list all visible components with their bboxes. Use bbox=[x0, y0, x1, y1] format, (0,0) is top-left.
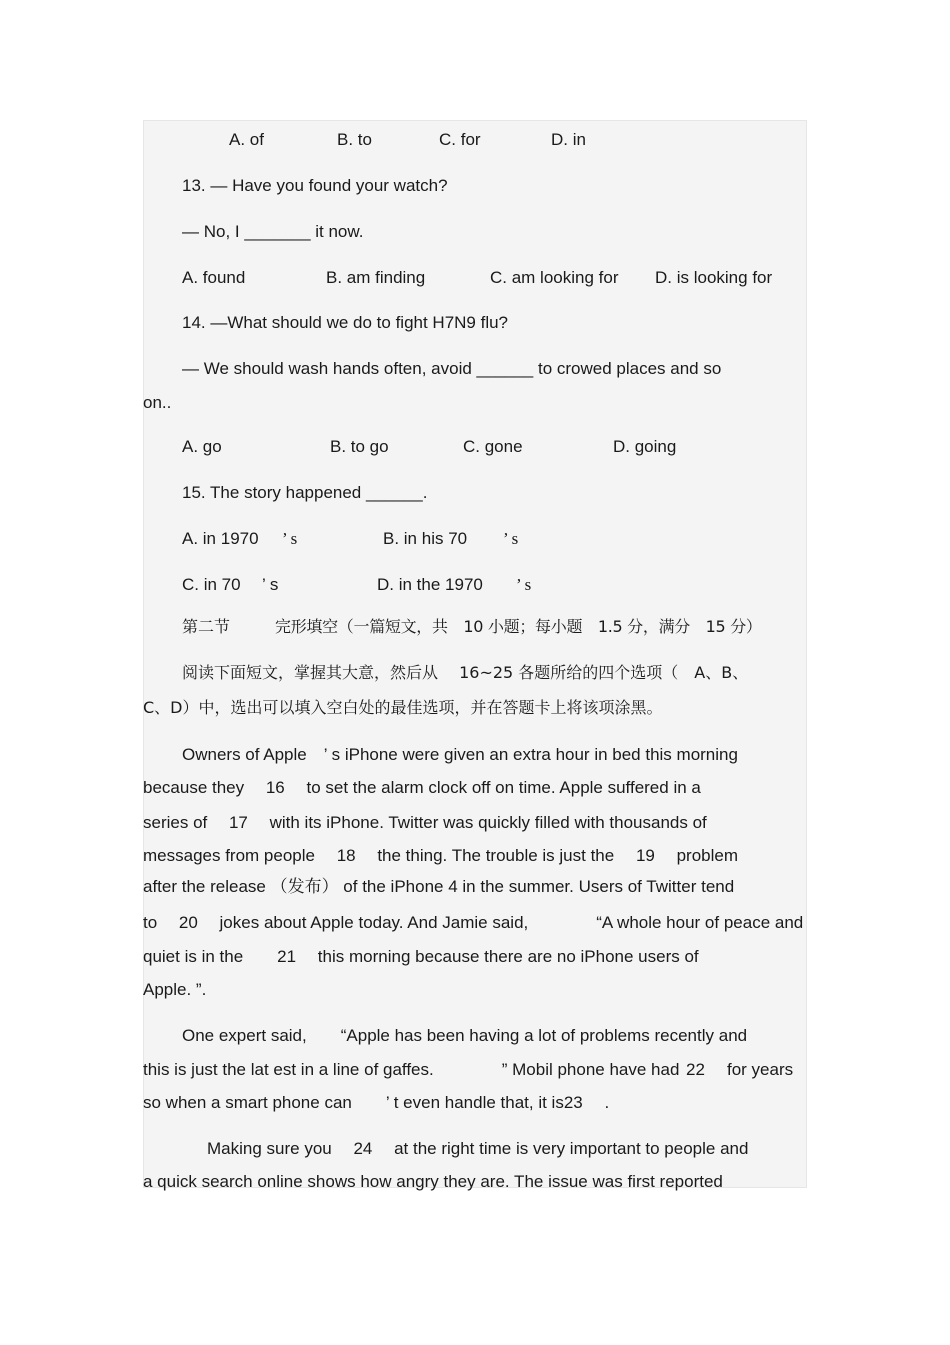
q15-option-d-suffix: ’ s bbox=[516, 575, 532, 594]
passage-p1-line: quiet is in the 21 this morning because there are no iPhone users of bbox=[143, 947, 699, 966]
q14-option-c: C. gone bbox=[463, 437, 523, 456]
passage-p1-line: to 20 jokes about Apple today. And Jamie said, “A whole hour of peace and bbox=[143, 913, 804, 932]
q14-option-a: A. go bbox=[182, 437, 222, 456]
q13-answer-line: — No, I _______ it now. bbox=[182, 222, 364, 241]
q13-question: 13. — Have you found your watch? bbox=[182, 176, 448, 195]
q13-option-c: C. am looking for bbox=[490, 268, 619, 287]
section2-instruction-2: C、D）中，选出可以填入空白处的最佳选项，并在答题卡上将该项涂黑。 bbox=[143, 698, 663, 717]
section2-instruction-1: 阅读下面短文，掌握其大意，然后从 16~25 各题所给的四个选项（ A、B、 bbox=[182, 663, 749, 682]
passage-p1-line: messages from people 18 the thing. The trouble is just the 19 problem bbox=[143, 846, 738, 865]
q15-option-a: A. in 1970 bbox=[182, 529, 259, 548]
q14-option-b: B. to go bbox=[330, 437, 389, 456]
section2-heading: 完形填空（一篇短文，共 10 小题；每小题 1.5 分，满分 15 分） bbox=[275, 617, 762, 636]
q14-question: 14. —What should we do to fight H7N9 flu? bbox=[182, 313, 509, 332]
passage-p1-line: Owners of Apple ’ s iPhone were given an extra hour in bed this morning bbox=[182, 745, 738, 764]
q15-option-a-suffix: ’ s bbox=[282, 529, 298, 548]
q13-option-b: B. am finding bbox=[326, 268, 426, 287]
q15-option-c-suffix: ’ s bbox=[262, 575, 279, 594]
section2-label: 第二节 bbox=[182, 617, 231, 636]
q15-option-b: B. in his 70 bbox=[383, 529, 468, 548]
passage-p1-line: Apple. ”. bbox=[143, 980, 207, 999]
passage-p1-line: after the release （发布） of the iPhone 4 in the summer. Users of Twitter tend bbox=[143, 877, 735, 896]
q12-option-a: A. of bbox=[229, 130, 264, 149]
q14-answer-line: — We should wash hands often, avoid ______ to crowed places and so bbox=[182, 359, 722, 378]
q15-option-c: C. in 70 bbox=[182, 575, 241, 594]
passage-p2-line-tail: for years bbox=[727, 1060, 794, 1079]
passage-p2-line: this is just the lat est in a line of gaffes. ” Mobil phone have had bbox=[143, 1060, 680, 1079]
q12-option-c: C. for bbox=[439, 130, 481, 149]
passage-p3-line: Making sure you 24 at the right time is very important to people and bbox=[207, 1139, 749, 1158]
q15-question: 15. The story happened ______. bbox=[182, 483, 428, 502]
q13-option-d: D. is looking for bbox=[655, 268, 773, 287]
q12-option-d: D. in bbox=[551, 130, 586, 149]
q13-option-a: A. found bbox=[182, 268, 246, 287]
passage-p2-line: One expert said, “Apple has been having a lot of problems recently and bbox=[182, 1026, 748, 1045]
q12-option-b: B. to bbox=[337, 130, 372, 149]
q15-option-b-suffix: ’ s bbox=[503, 529, 519, 548]
passage-p3-line: a quick search online shows how angry they are. The issue was first reported bbox=[143, 1172, 723, 1191]
q15-option-d: D. in the 1970 bbox=[377, 575, 483, 594]
passage-p1-line: series of 17 with its iPhone. Twitter was quickly filled with thousands of bbox=[143, 813, 707, 832]
passage-blank-22: 22 bbox=[686, 1060, 705, 1079]
passage-p2-line: so when a smart phone can ’ t even handle that, it is23 . bbox=[143, 1093, 610, 1112]
q14-option-d: D. going bbox=[613, 437, 677, 456]
q14-answer-cont: on.. bbox=[143, 393, 172, 412]
passage-p1-line: because they 16 to set the alarm clock off on time. Apple suffered in a bbox=[143, 778, 701, 797]
